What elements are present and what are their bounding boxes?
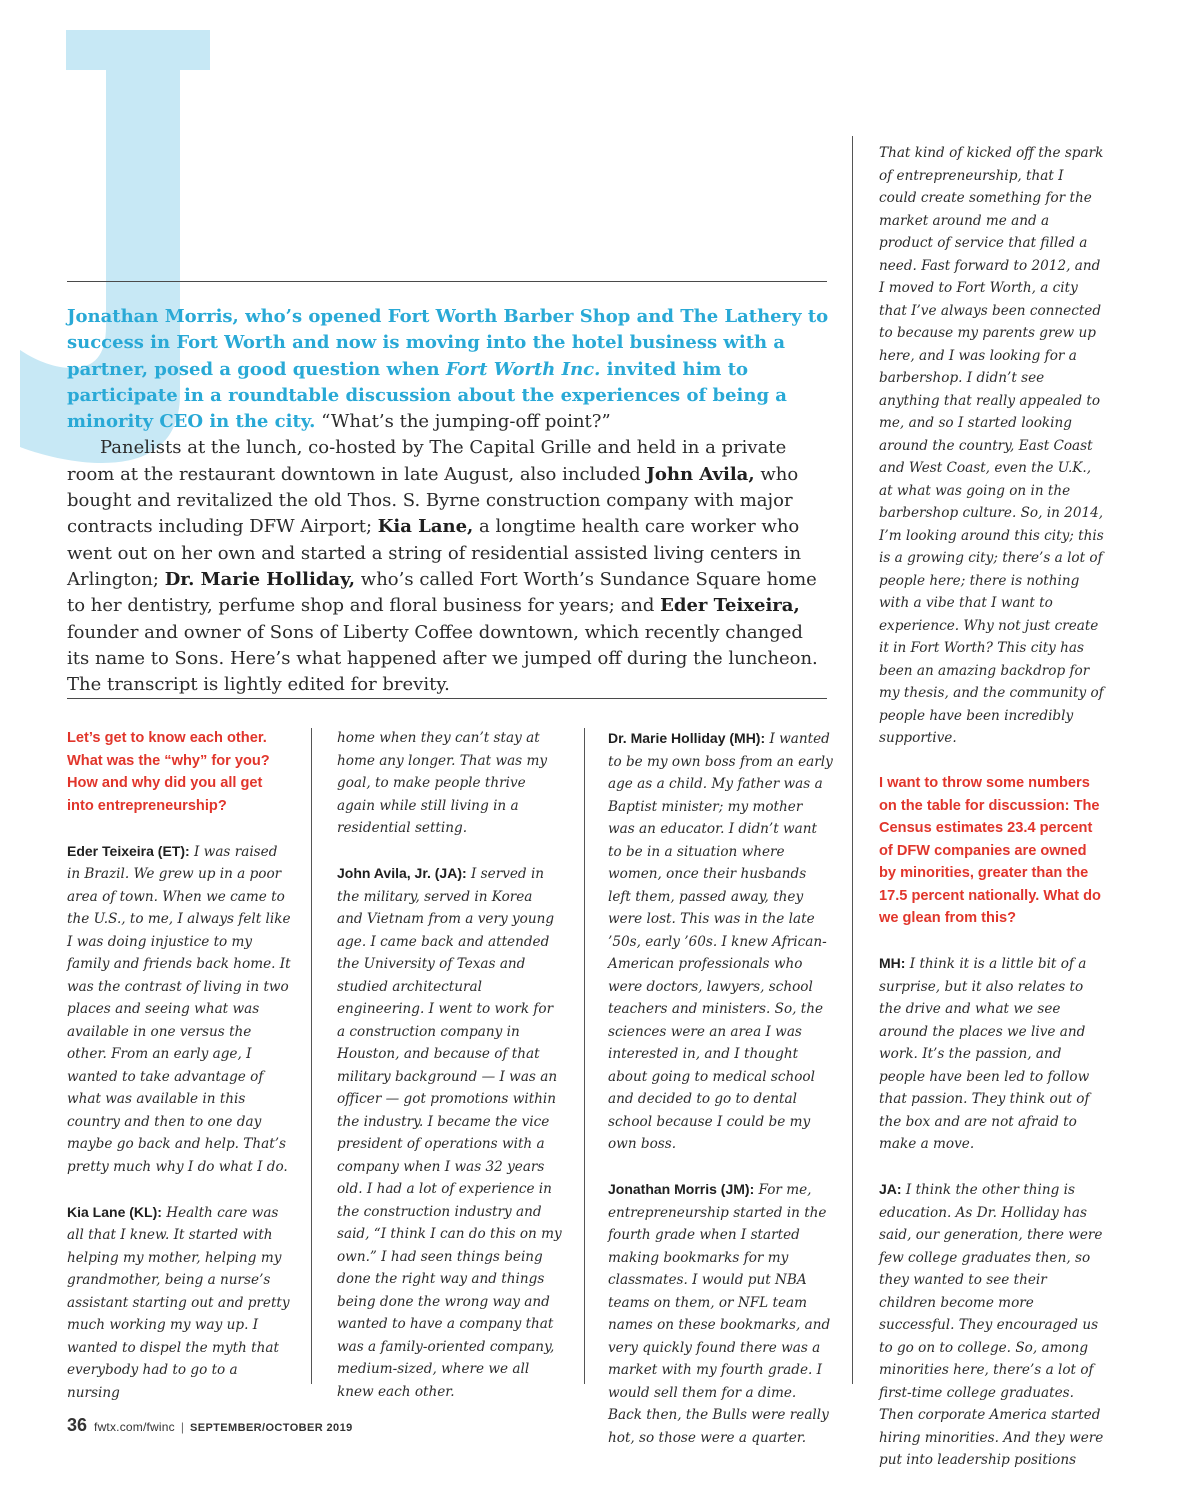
transcript-column-3 bbox=[608, 727, 833, 1472]
answer-paragraph bbox=[337, 862, 562, 1403]
answer-text: I served in the military, served in Korea and Vietnam from a very young age. I came back and attended the University of Texas and studied architectural engineering. I went to work for a construction company in Houston, and because of that military background — I was an officer — got promotions within the industry. I became the vice president of operations with a company when I was 32 years old. I had a lot of experience in the construction industry and said, “I think I can do this on my own.” I had seen things being done the right way and things being done the wrong way and wanted to have a company that was a family-oriented company, medium-sized, where we all knew each other. bbox=[337, 866, 562, 1400]
answer-paragraph bbox=[67, 840, 292, 1179]
issue-date: SEPTEMBER/OCTOBER 2019 bbox=[189, 1422, 353, 1434]
question-heading: I want to throw some numbers on the table for discussion: The Census estimates 23.4 percent of DFW companies are owned by minorities, greater than the 17.5 percent nationally. What do we glean from this? bbox=[879, 775, 1101, 926]
speaker-label: John Avila, Jr. (JA): bbox=[337, 865, 467, 881]
answer-continuation: home when they can’t stay at home any longer. That was my goal, to make people thrive again while still living in a residential setting. bbox=[337, 730, 548, 836]
intro-paragraph-2 bbox=[67, 435, 829, 698]
answer-text: I think it is a little bit of a surprise, but it also relates to the drive and what we see around the places we live and work. It’s the passion, and people have been led to follow that passion. They think out of the box and are not afraid to make a move. bbox=[879, 956, 1090, 1152]
column-divider-1 bbox=[311, 728, 312, 1384]
intro-text: who’s called Fort Worth’s Sundance Square home to her dentistry, perfume shop and floral business for years; and bbox=[67, 568, 817, 617]
answer-text: For me, entrepreneurship started in the fourth grade when I started making bookmarks for my classmates. I would put NBA teams on them, or NFL team names on these bookmarks, and very quickly found there was a market with my fourth grade. I would sell them for a dime. Back then, the Bulls were really hot, so those were a quarter. bbox=[608, 1182, 831, 1446]
transcript-column-4 bbox=[879, 142, 1104, 1494]
answer-text: I wanted to be my own boss from an early age as a child. My father was a Baptist minister; my mother was an educator. I didn’t want to be in a situation where women, once their husbands left them, passed away, they were lost. This was in the late ’50s, early ’60s. I knew African-American professionals who were doctors, lawyers, school teachers and ministers. So, the sciences were an area I was interested in, and I thought about going to medical school and decided to go to dental school because I could be my own boss. bbox=[608, 731, 833, 1152]
intro-text: who bought and revitalized the old Thos. S. Byrne construction company with major contracts including DFW Airport; bbox=[67, 463, 799, 538]
speaker-label: Eder Teixeira (ET): bbox=[67, 842, 190, 859]
article-intro bbox=[67, 304, 829, 698]
answer-text: I was raised in Brazil. We grew up in a poor area of town. When we came to the U.S., to me, I always felt like I was doing injustice to my family and friends back home. It was the contrast of living in two places and seeing what was available in one versus the other. From an early age, I wanted to take advantage of what was available in this country and then to one day maybe go back and help. That’s pretty much why I do what I do. bbox=[67, 843, 291, 1175]
answer-paragraph bbox=[608, 727, 833, 1156]
answer-paragraph bbox=[608, 1178, 833, 1449]
speaker-label: Kia Lane (KL): bbox=[67, 1203, 162, 1220]
transcript-column-1 bbox=[67, 727, 292, 1427]
page-number: 36 bbox=[67, 1415, 88, 1435]
question-heading: Let’s get to know each other. What was the “why” for you? How and why did you all get into entrepreneurship? bbox=[67, 730, 270, 814]
panelist-name: Kia Lane, bbox=[377, 516, 474, 538]
footer-separator: | bbox=[180, 1420, 184, 1434]
speaker-label: Jonathan Morris (JM): bbox=[608, 1181, 755, 1197]
intro-lead-text: Jonathan Morris, who’s opened Fort Worth Barber Shop and The Lathery to success in Fort Worth and now is moving into the hotel business with a partner, posed a good question when bbox=[67, 306, 829, 380]
page-footer bbox=[67, 1415, 353, 1439]
speaker-label: Dr. Marie Holliday (MH): bbox=[608, 730, 766, 746]
transcript-column-2 bbox=[337, 727, 562, 1426]
panelist-name: Eder Teixeira, bbox=[660, 595, 800, 617]
intro-lead-text-2: invited him to participate in a roundtable discussion about the experiences of being a minority CEO in the city. bbox=[67, 358, 787, 433]
intro-paragraph-1 bbox=[67, 304, 829, 435]
top-divider bbox=[67, 281, 827, 282]
intro-text: Panelists at the lunch, co-hosted by The Capital Grille and held in a private room at the restaurant downtown in late August, also included bbox=[67, 437, 787, 485]
right-column-divider bbox=[852, 136, 853, 1384]
panelist-name: Dr. Marie Holliday, bbox=[164, 568, 356, 590]
speaker-label: JA: bbox=[879, 1181, 902, 1197]
intro-text: founder and owner of Sons of Liberty Coffee downtown, which recently changed its name to Sons. Here’s what happened after we jumped off during the luncheon. The transcript is lightly edited for brevity. bbox=[67, 621, 818, 696]
intro-quote: “What’s the jumping-off point?” bbox=[315, 411, 611, 433]
answer-text: I think the other thing is education. As Dr. Holliday has said, our generation, there were few college graduates then, so they wanted to see their children become more successful. They encouraged us to go on to college. So, among minorities here, there’s a lot of first-time college graduates. Then corporate America started hiring minorities. And they were put into leadership positions bbox=[879, 1182, 1104, 1468]
intro-text: a longtime health care worker who went out on her own and started a string of residential assisted living centers in Arlington; bbox=[67, 516, 802, 590]
answer-paragraph bbox=[879, 1178, 1104, 1472]
answer-text: Health care was all that I knew. It started with helping my mother, helping my grandmother, being a nurse’s assistant starting out and pretty much working my way up. I wanted to dispel the myth that everybody had to go to a nursing bbox=[67, 1204, 290, 1401]
panelist-name: John Avila, bbox=[646, 463, 755, 485]
speaker-label: MH: bbox=[879, 955, 906, 971]
answer-paragraph bbox=[879, 952, 1104, 1156]
answer-continuation: That kind of kicked off the spark of entrepreneurship, that I could create something for the market around me and a product of service that filled a need. Fast forward to 2012, and I moved to Fort Worth, a city that I’ve always been connected to because my parents grew up here, and I was looking for a barbershop. I didn’t see anything that really appealed to me, and so I started looking around the country, East Coast and West Coast, even the U.K., at what was going on in the barbershop culture. So, in 2014, I’m looking around this city; this is a growing city; there’s a lot of people here; there is nothing with a vibe that I want to experience. Why not just create it in Fort Worth? This city has been an amazing backdrop for my thesis, and the community of people have been incredibly supportive. bbox=[879, 145, 1104, 746]
column-divider-2 bbox=[584, 728, 585, 1384]
answer-paragraph bbox=[67, 1201, 292, 1405]
publication-name: Fort Worth Inc. bbox=[445, 358, 601, 380]
footer-url[interactable]: fwtx.com/fwinc bbox=[94, 1420, 175, 1434]
